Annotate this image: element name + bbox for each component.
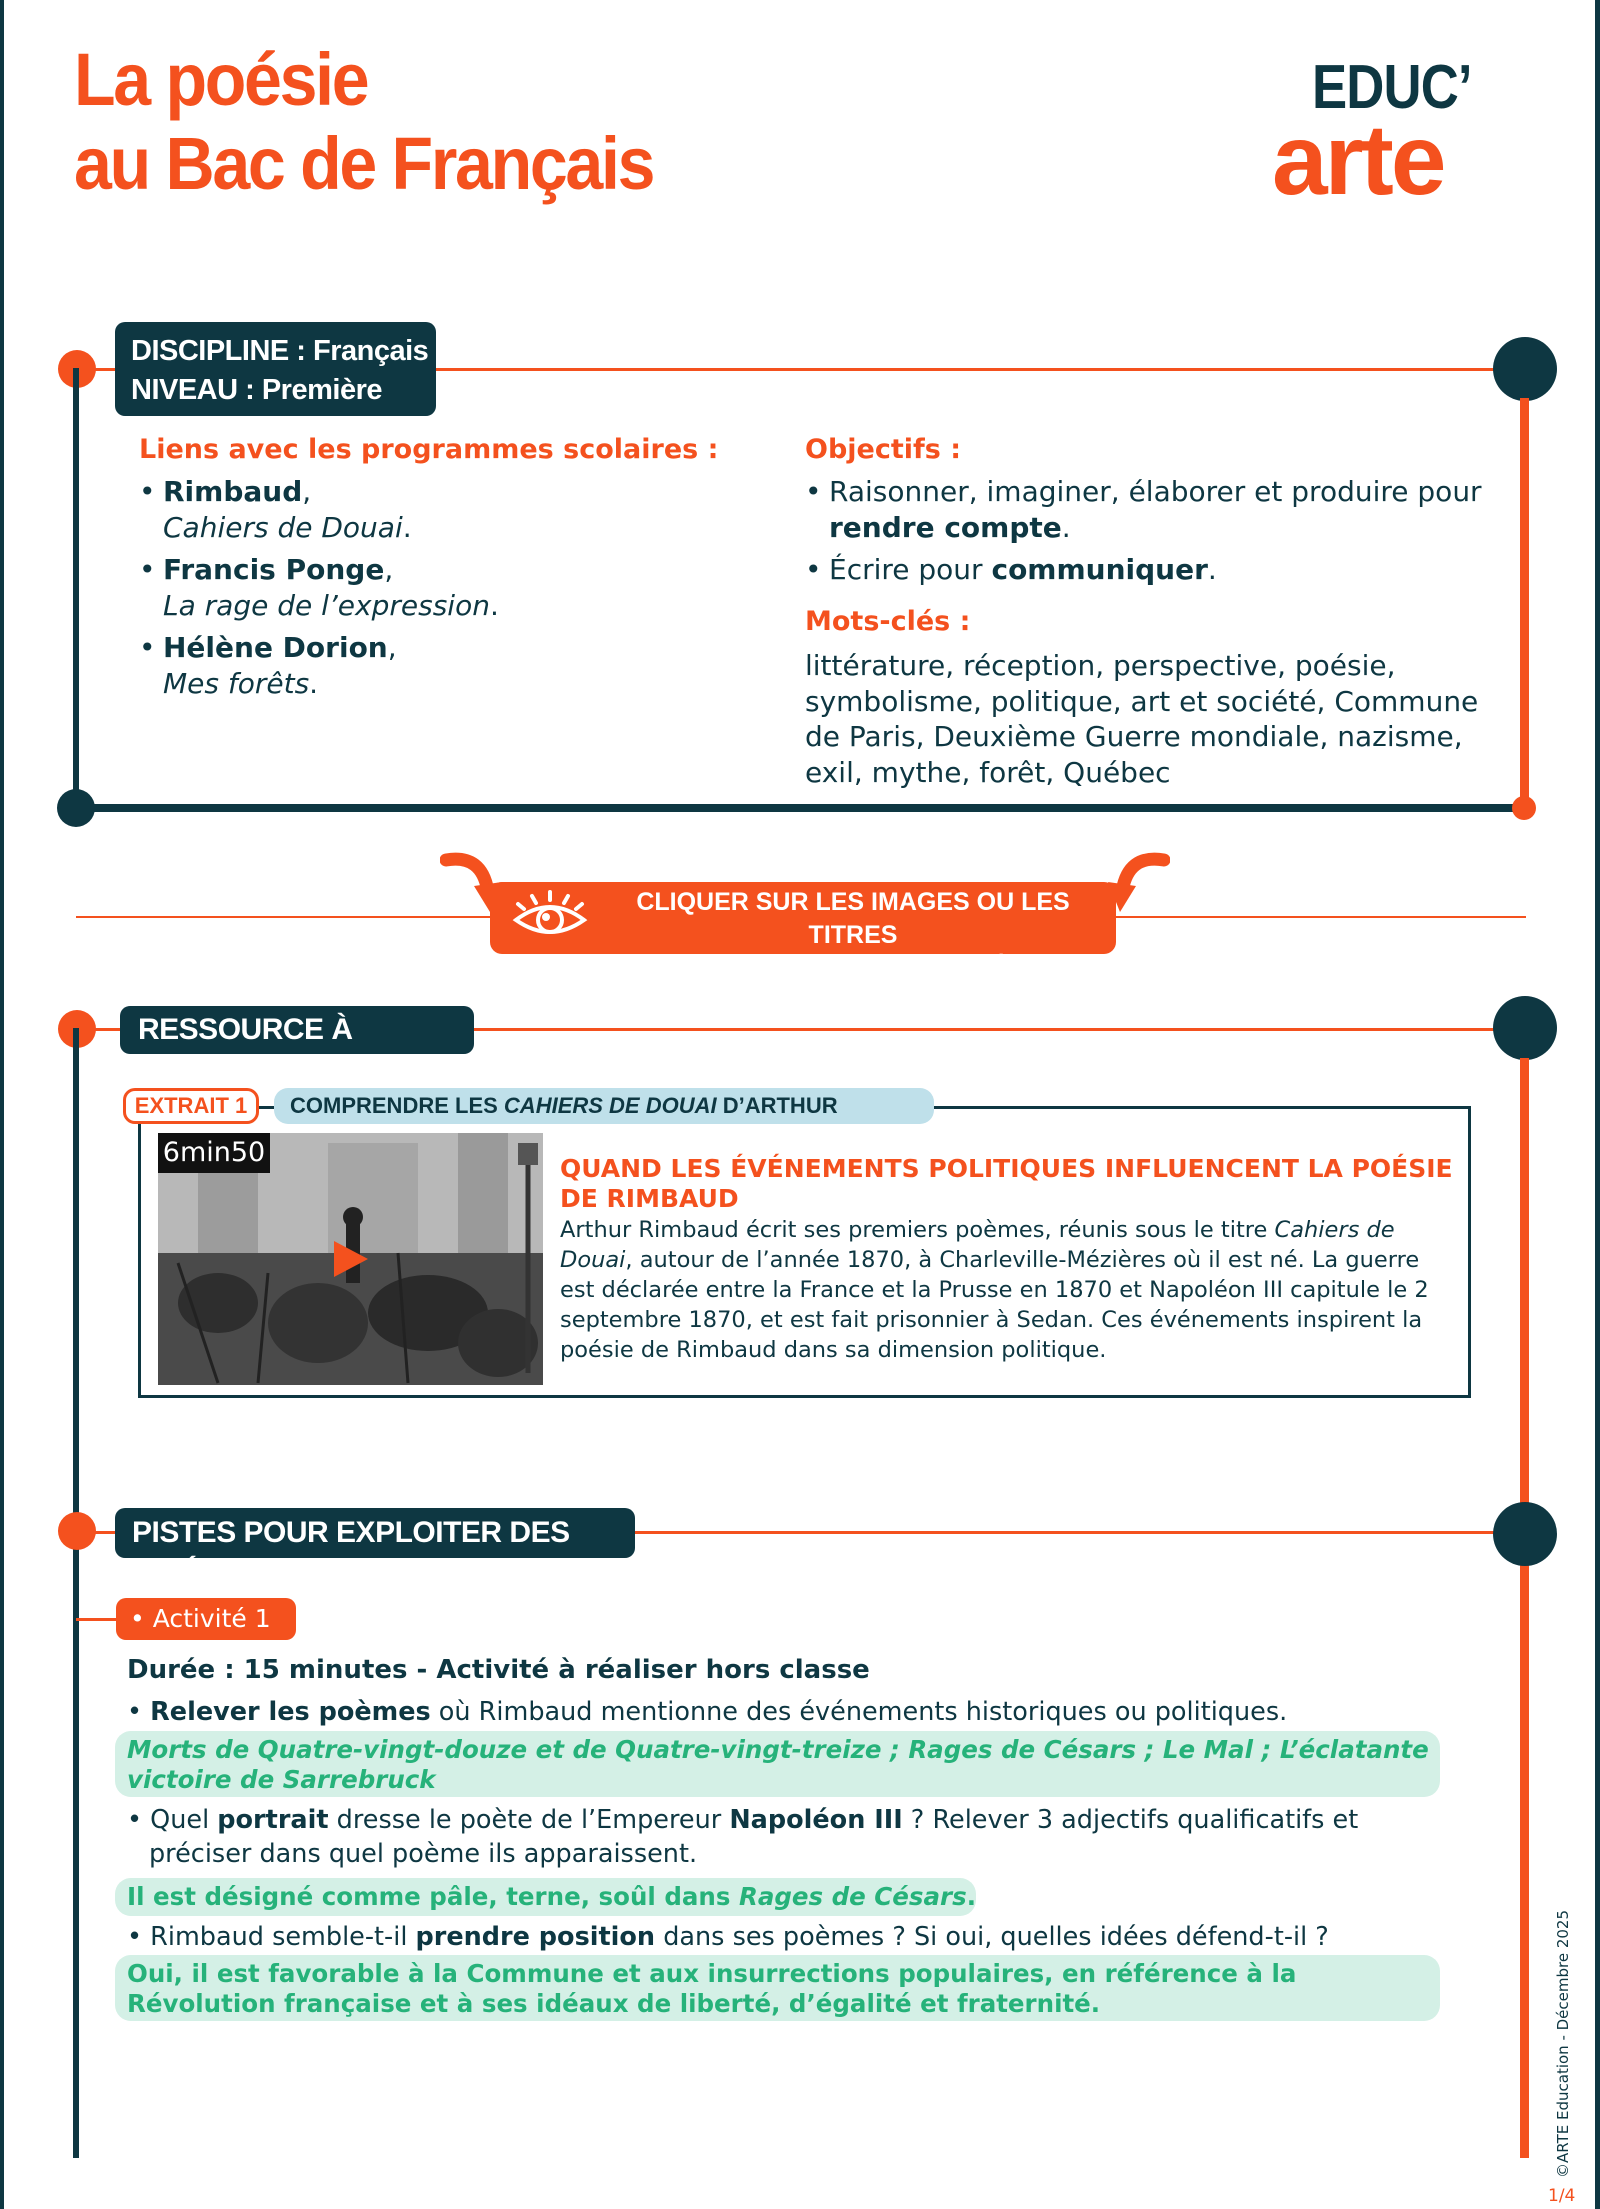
section-dot-bottom-left — [57, 789, 95, 827]
cta-line-left — [76, 916, 490, 918]
answer-2: Il est désigné comme pâle, terne, soûl dans Rages de Césars. — [115, 1878, 976, 1916]
video-description — [560, 1215, 1460, 1365]
objectifs-list — [805, 474, 1505, 594]
video-title[interactable]: QUAND LES ÉVÉNEMENTS POLITIQUES INFLUENCENT LA POÉSIE DE RIMBAUD — [560, 1154, 1453, 1213]
author-name: Hélène Dorion — [163, 631, 388, 664]
arte-logo-text: arte — [1272, 104, 1444, 216]
list-item: • Rimbaud, Cahiers de Douai. — [139, 474, 759, 546]
author-name: Rimbaud — [163, 475, 303, 508]
question-bold: portrait — [217, 1805, 329, 1835]
discipline-label: DISCIPLINE : Français — [131, 335, 429, 367]
play-icon[interactable] — [328, 1237, 372, 1281]
educ-logo-text: EDUC’ — [1312, 53, 1472, 122]
question-bold: Napoléon III — [729, 1805, 903, 1835]
answer-3: Oui, il est favorable à la Commune et aux insurrections populaires, en référence à la Révolution française et à ses idéaux de liberté, d’égalité et fraternité. — [115, 1955, 1440, 2021]
eye-icon — [510, 888, 590, 948]
page-number: 1/4 — [1548, 2186, 1576, 2206]
page-border-left — [0, 0, 4, 2209]
video-duration: 6min50 — [158, 1133, 270, 1173]
question-3 — [127, 1920, 1427, 1954]
answer-1: Morts de Quatre-vingt-douze et de Quatre-vingt-treize ; Rages de Césars ; Le Mal ; L’éclatante victoire de Sarrebruck — [115, 1731, 1440, 1797]
list-item: • Hélène Dorion, Mes forêts. — [139, 630, 759, 702]
desc-post: , autour de l’année 1870, à Charleville-Mézières où il est né. La guerre est déclarée entre la France et la Prusse en 1870 et Napoléon III capitule le 2 septembre 1870, et est fait prisonnier à Sedan. Ces événements inspirent la poésie de Rimbaud dans sa dimension politique. — [560, 1247, 1429, 1363]
author-name: Francis Ponge — [163, 553, 385, 586]
list-item: • Écrire pour communiquer. — [805, 552, 1505, 588]
question-text: où Rimbaud mentionne des événements historiques ou politiques. — [430, 1697, 1288, 1727]
liens-list — [139, 474, 759, 708]
cta-line-right — [1116, 916, 1526, 918]
section-dot-right — [1493, 337, 1557, 401]
answer-em: Rages de Césars — [738, 1882, 967, 1911]
bullet: • — [127, 1805, 151, 1835]
bullet: • — [127, 1922, 151, 1952]
motscles-text: littérature, réception, perspective, poésie, symbolisme, politique, art et société, Commune de Paris, Deuxième Guerre mondiale, nazisme, exil, mythe, forêt, Québec — [805, 649, 1479, 789]
pistes-heading: PISTES POUR EXPLOITER DES VIDÉOS — [115, 1508, 635, 1558]
extrait-title-post: D’ARTHUR — [722, 1093, 838, 1118]
niveau-label: NIVEAU : Première — [131, 374, 382, 406]
work-title: Mes forêts — [163, 667, 310, 700]
liens-heading: Liens avec les programmes scolaires : — [139, 434, 719, 465]
list-item: • Francis Ponge, La rage de l’expression. — [139, 552, 759, 624]
extrait-title-pre: COMPRENDRE LES — [290, 1093, 504, 1118]
activity-duration: Durée : 15 minutes - Activité à réaliser hors classe — [127, 1655, 870, 1685]
question-text: ? Relever 3 adjectifs qualificatifs et préciser dans quel poème ils apparaissent. — [149, 1805, 1359, 1869]
extrait-title-em: CAHIERS DE DOUAI — [503, 1093, 717, 1118]
list-item: • Raisonner, imaginer, élaborer et produire pour rendre compte. — [805, 474, 1505, 546]
cta-line-1: CLIQUER SUR LES IMAGES OU LES TITRES — [636, 888, 1070, 949]
answer-text: Il est désigné comme pâle, terne, soûl dans — [127, 1882, 739, 1911]
question-text: Rimbaud semble-t-il — [150, 1922, 416, 1952]
objectifs-heading: Objectifs : — [805, 434, 962, 465]
objectif-text: Raisonner, imaginer, élaborer et produire pour — [829, 475, 1482, 508]
question-text: dans ses poèmes ? Si oui, quelles idées défend-t-il ? — [655, 1922, 1329, 1952]
objectif-text: Écrire pour — [829, 553, 992, 586]
bullet: • — [127, 1697, 151, 1727]
pistes-dot-left — [58, 1512, 96, 1550]
ressource-dot-right — [1493, 996, 1557, 1060]
question-text: dresse le poète de l’Empereur — [328, 1805, 730, 1835]
ressource-heading: RESSOURCE À UTILISER — [120, 1006, 474, 1054]
objectif-bold: communiquer — [991, 553, 1208, 586]
desc-em: Cahiers de Douai — [560, 1217, 1395, 1273]
copyright: ©ARTE Education - Décembre 2025 — [1554, 1909, 1572, 2178]
objectif-bold: rendre compte — [829, 511, 1062, 544]
work-title: Cahiers de Douai — [163, 511, 403, 544]
question-2 — [127, 1803, 1447, 1871]
discipline-badge — [115, 322, 436, 416]
title-line-2: au Bac de Français — [74, 122, 654, 205]
question-1 — [127, 1695, 1427, 1729]
main-line-left — [73, 1028, 79, 2158]
activity-connector — [76, 1618, 120, 1621]
extrait-tag: EXTRAIT 1 — [123, 1088, 259, 1124]
section-line-right — [1520, 398, 1529, 806]
section-line-left — [73, 368, 79, 808]
section-dot-bottom-right — [1512, 796, 1536, 820]
cta-line-2: DES EXTRAITS POUR Y ACCÉDER — [646, 954, 1060, 982]
desc-pre: Arthur Rimbaud écrit ses premiers poèmes, réunis sous le titre — [560, 1217, 1275, 1243]
title-line-1: La poésie — [74, 38, 368, 121]
page-title — [74, 38, 902, 206]
pistes-dot-right — [1493, 1502, 1557, 1566]
main-line-right — [1520, 1058, 1529, 2158]
extrait-title[interactable] — [274, 1088, 934, 1124]
page-border-right — [1595, 0, 1600, 2209]
work-title: La rage de l’expression — [163, 589, 490, 622]
question-bold: prendre position — [415, 1922, 656, 1952]
question-bold: Relever les poèmes — [150, 1697, 431, 1727]
question-text: Quel — [150, 1805, 218, 1835]
activity-label: • Activité 1 — [116, 1598, 296, 1640]
motscles-heading: Mots-clés : — [805, 606, 971, 637]
section-line-bottom — [76, 804, 1524, 812]
